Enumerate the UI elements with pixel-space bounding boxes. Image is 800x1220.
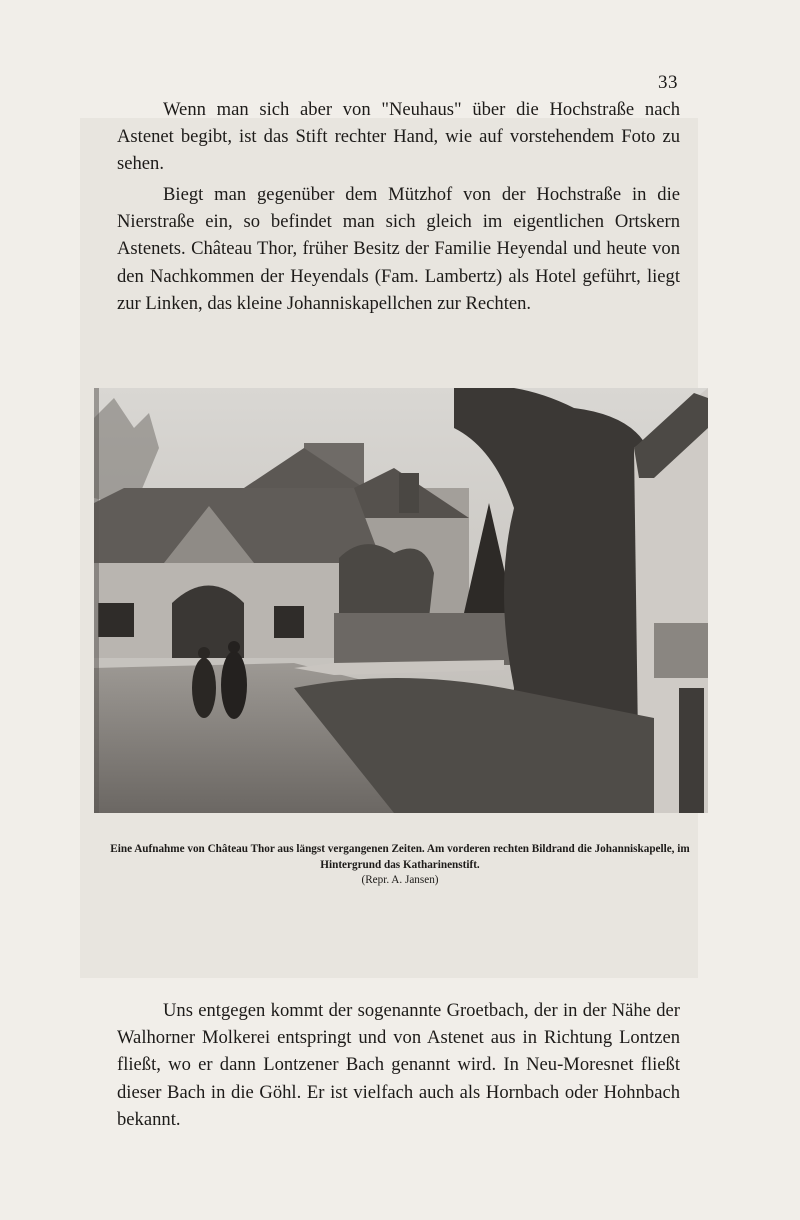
- photo-caption: [110, 842, 690, 889]
- historic-photo-chateau-thor: [94, 388, 708, 813]
- paragraph-1: Wenn man sich aber von "Neuhaus" über die Hochstraße nach Astenet begibt, ist das Stift rechter Hand, wie auf vorstehendem Foto zu sehen.: [117, 99, 680, 175]
- caption-credit: (Repr. A. Jansen): [361, 874, 439, 887]
- paragraph-2: Biegt man gegenüber dem Mützhof von der Hochstraße in die Nierstraße ein, so befindet man sich gleich im eigentlichen Ortskern Astenets. Château Thor, früher Besitz der Familie Heyendal und heute von den Nachkommen der Heyendals (Fam. Lambertz) als Hotel geführt, liegt zur Linken, das kleine Johanniskapellchen zur Rechten.: [117, 184, 680, 314]
- page-number: 33: [658, 72, 678, 93]
- paragraph-3: Uns entgegen kommt der sogenannte Groetbach, der in der Nähe der Walhorner Molkerei entspringt und von Astenet aus in Richtung Lontzen fließt, wo er dann Lontzener Bach genannt wird. In Neu-Moresnet fließt dieser Bach in die Göhl. Er ist vielfach auch als Hornbach oder Hohnbach bekannt.: [117, 1000, 680, 1130]
- caption-text: Eine Aufnahme von Château Thor aus längst vergangenen Zeiten. Am vorderen rechten Bildrand die Johanniskapelle, im Hintergrund das Katharinenstift.: [110, 843, 690, 871]
